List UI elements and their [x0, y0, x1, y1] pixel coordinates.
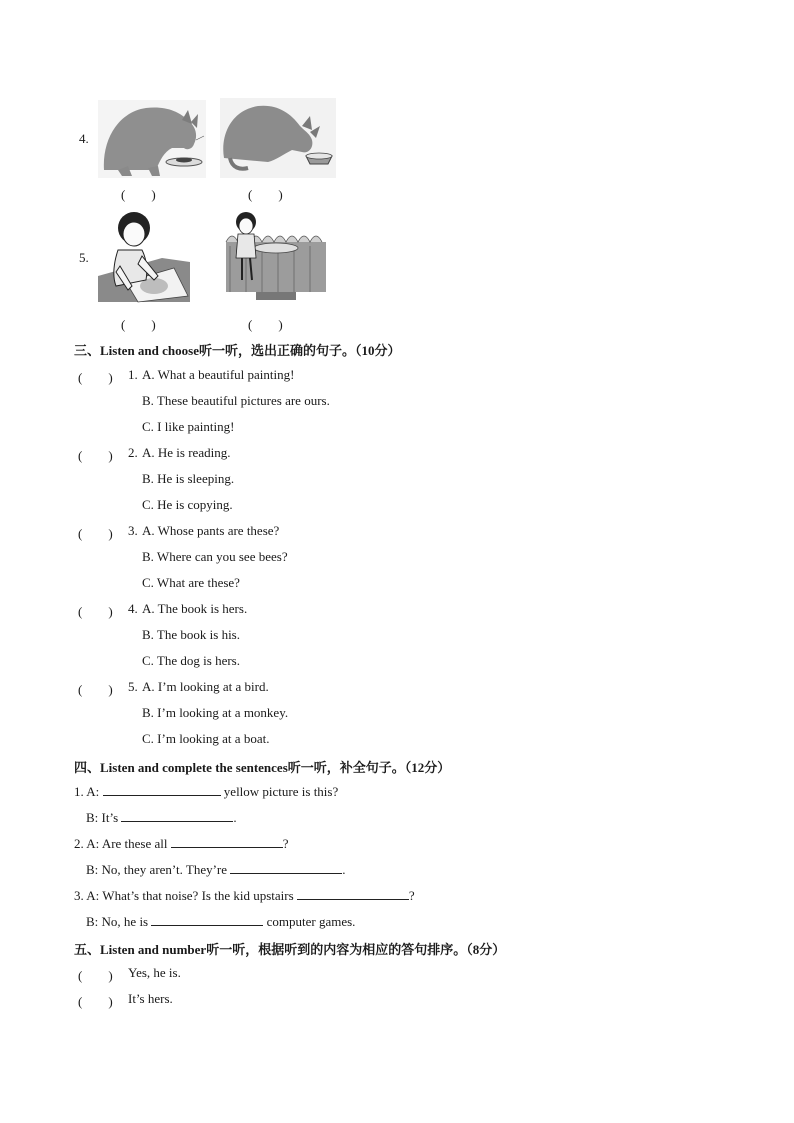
fill-line: [86, 861, 346, 878]
option-c: C. I like painting!: [142, 419, 235, 434]
line-text-before: B: No, he is: [86, 914, 152, 929]
question-number: 3.: [128, 523, 138, 538]
line-text-after: ?: [282, 836, 289, 851]
option-a: A. I’m looking at a bird.: [142, 679, 269, 694]
line-text-after: computer games.: [263, 914, 356, 929]
fill-line: [86, 809, 237, 826]
answer-paren[interactable]: ( ): [121, 317, 156, 332]
option-b: B. I’m looking at a monkey.: [142, 705, 289, 720]
answer-paren[interactable]: ( ): [78, 682, 113, 697]
answer-paren[interactable]: ( ): [78, 526, 113, 541]
fill-line: [74, 783, 338, 800]
option-b: B. He is sleeping.: [142, 471, 235, 486]
merry-go-round-picture: [220, 206, 330, 304]
line-text-before: B: No, they aren’t. They’re: [86, 862, 231, 877]
answer-blank[interactable]: [103, 783, 221, 796]
line-text-after: .: [342, 862, 346, 877]
answer-sentence: Yes, he is.: [128, 965, 181, 980]
answer-paren[interactable]: ( ): [78, 604, 113, 619]
option-b: B. Where can you see bees?: [142, 549, 288, 564]
line-text-before: 2. A: Are these all: [74, 836, 171, 851]
line-text-before: B: It’s: [86, 810, 122, 825]
line-text-after: ?: [408, 888, 415, 903]
answer-blank[interactable]: [151, 913, 263, 926]
option-a: A. Whose pants are these?: [142, 523, 280, 538]
question-number: 2.: [128, 445, 138, 460]
option-a: A. The book is hers.: [142, 601, 248, 616]
option-a: A. He is reading.: [142, 445, 231, 460]
line-text-before: 1. A:: [74, 784, 103, 799]
girl-painting-picture: [98, 206, 190, 304]
answer-sentence: It’s hers.: [128, 991, 173, 1006]
question-number: 5.: [128, 679, 138, 694]
cat-eating-picture: [98, 100, 206, 178]
answer-paren[interactable]: ( ): [121, 187, 156, 202]
option-b: B. The book is his.: [142, 627, 240, 642]
row-number: 5.: [79, 250, 89, 265]
section-3-heading: 三、Listen and choose听一听，选出正确的句子。（10分）: [74, 343, 401, 358]
answer-blank[interactable]: [297, 887, 409, 900]
option-b: B. These beautiful pictures are ours.: [142, 393, 330, 408]
option-a: A. What a beautiful painting!: [142, 367, 295, 382]
answer-paren[interactable]: ( ): [78, 968, 113, 983]
section-5-heading: 五、Listen and number听一听，根据听到的内容为相应的答句排序。（8分）: [74, 942, 506, 957]
option-c: C. I’m looking at a boat.: [142, 731, 270, 746]
option-c: C. The dog is hers.: [142, 653, 240, 668]
line-text-after: yellow picture is this?: [220, 784, 339, 799]
line-text-before: 3. A: What’s that noise? Is the kid upstairs: [74, 888, 297, 903]
answer-paren[interactable]: ( ): [78, 370, 113, 385]
answer-blank[interactable]: [230, 861, 342, 874]
question-number: 1.: [128, 367, 138, 382]
answer-blank[interactable]: [121, 809, 233, 822]
section-4-heading: 四、Listen and complete the sentences听一听，补全句子。（12分）: [74, 760, 451, 775]
answer-blank[interactable]: [171, 835, 283, 848]
line-text-after: .: [233, 810, 237, 825]
fill-line: [86, 913, 355, 930]
fill-line: [74, 835, 289, 852]
row-number: 4.: [79, 131, 89, 146]
answer-paren[interactable]: ( ): [248, 317, 283, 332]
option-c: C. What are these?: [142, 575, 240, 590]
fill-line: [74, 887, 415, 904]
cat-drinking-picture: [220, 98, 336, 178]
option-c: C. He is copying.: [142, 497, 233, 512]
question-number: 4.: [128, 601, 138, 616]
answer-paren[interactable]: ( ): [78, 448, 113, 463]
answer-paren[interactable]: ( ): [78, 994, 113, 1009]
answer-paren[interactable]: ( ): [248, 187, 283, 202]
